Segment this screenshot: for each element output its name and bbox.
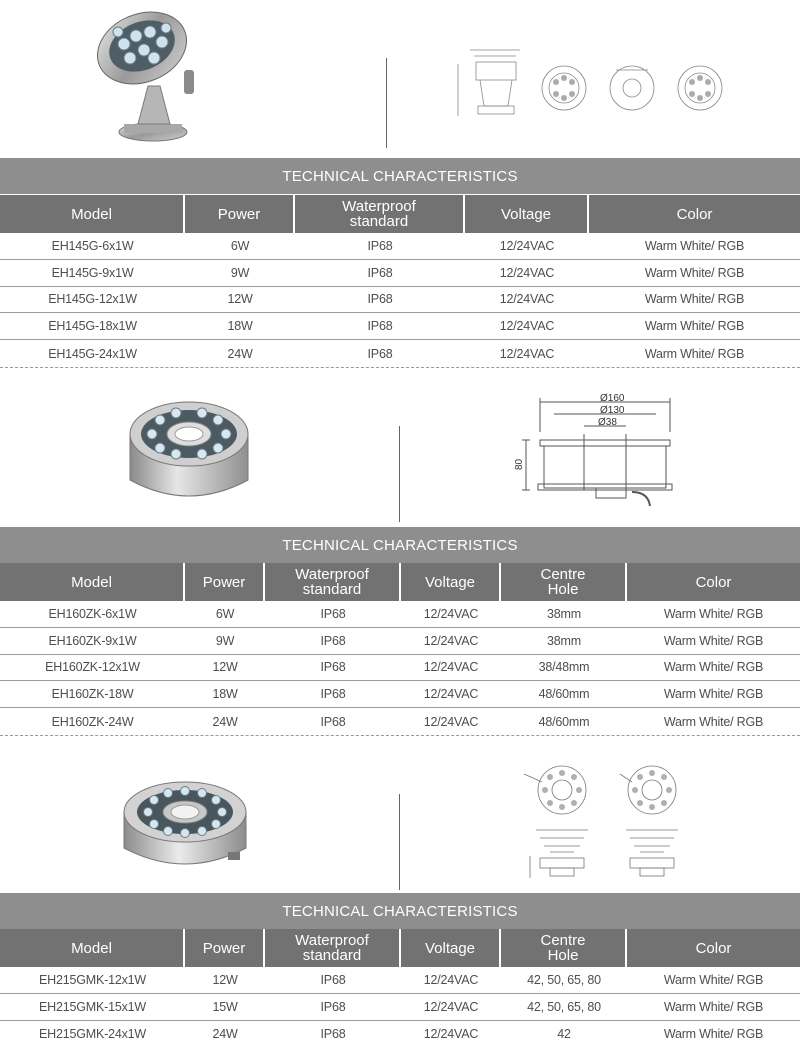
- cell-color: Warm White/ RGB: [644, 319, 745, 334]
- cell-power: 18W: [227, 319, 253, 334]
- col-header-voltage: Voltage: [401, 929, 501, 967]
- section-2-table-body: [0, 601, 800, 735]
- cell-power: 15W: [212, 999, 238, 1014]
- table-row: [0, 681, 800, 708]
- cell-color: Warm White/ RGB: [663, 972, 764, 987]
- section-1-title: TECHNICAL CHARACTERISTICS: [0, 158, 800, 194]
- product-photo-eh160zk: [124, 394, 254, 506]
- product-photo-eh145g: [88, 6, 218, 148]
- col-header-model: Model: [0, 195, 185, 233]
- cell-color: Warm White/ RGB: [644, 238, 745, 253]
- section-3-table-body: [0, 967, 800, 1047]
- product-3-visuals: [0, 740, 800, 895]
- cell-centre-hole: 48/60mm: [538, 714, 590, 729]
- cell-power: 24W: [212, 1026, 238, 1041]
- cell-power: 12W: [212, 972, 238, 987]
- table-row: [0, 994, 800, 1021]
- cell-centre-hole: 42: [557, 1026, 571, 1041]
- col-header-model: Model: [0, 563, 185, 601]
- table-row: [0, 601, 800, 628]
- cell-voltage: 12/24VAC: [423, 1026, 479, 1041]
- cell-model: EH145G-12x1W: [48, 292, 137, 307]
- cell-power: 12W: [212, 660, 238, 675]
- table-row: [0, 708, 800, 735]
- cell-model: EH145G-9x1W: [51, 265, 134, 280]
- cell-power: 6W: [230, 238, 250, 253]
- section-2-header-row: [0, 563, 800, 601]
- section-3-header-row: [0, 929, 800, 967]
- table-row: [0, 287, 800, 314]
- cell-waterproof: IP68: [367, 292, 393, 307]
- cell-voltage: 12/24VAC: [423, 714, 479, 729]
- table-row: [0, 260, 800, 287]
- cell-waterproof: IP68: [367, 346, 393, 361]
- table-row: [0, 340, 800, 367]
- cell-voltage: 12/24VAC: [423, 687, 479, 702]
- cell-color: Warm White/ RGB: [663, 633, 764, 648]
- cell-centre-hole: 38mm: [547, 606, 581, 621]
- col-header-power: Power: [185, 929, 265, 967]
- dim-outer-label: Ø160: [600, 393, 625, 404]
- cell-model: EH215GMK-12x1W: [39, 972, 146, 987]
- cell-model: EH160ZK-6x1W: [48, 606, 137, 621]
- cell-model: EH160ZK-18W: [51, 687, 134, 702]
- cell-centre-hole: 42, 50, 65, 80: [527, 972, 601, 987]
- cell-color: Warm White/ RGB: [663, 999, 764, 1014]
- cell-waterproof: IP68: [320, 1026, 346, 1041]
- cell-color: Warm White/ RGB: [663, 606, 764, 621]
- cell-model: EH215GMK-24x1W: [39, 1026, 146, 1041]
- cell-waterproof: IP68: [320, 972, 346, 987]
- table-row: [0, 628, 800, 655]
- cell-model: EH145G-24x1W: [48, 346, 137, 361]
- section-1-table-body: [0, 233, 800, 367]
- cell-waterproof: IP68: [320, 714, 346, 729]
- col-header-power: Power: [185, 563, 265, 601]
- dim-height-label: 80: [514, 458, 525, 470]
- cell-color: Warm White/ RGB: [663, 714, 764, 729]
- table-row: [0, 967, 800, 994]
- cell-voltage: 12/24VAC: [423, 999, 479, 1014]
- col-header-voltage: Voltage: [465, 195, 589, 233]
- col-header-power: Power: [185, 195, 295, 233]
- cell-model: EH160ZK-9x1W: [48, 633, 137, 648]
- col-header-centre-hole: Centre Hole: [501, 929, 627, 967]
- divider-line: [399, 426, 400, 522]
- cell-power: 9W: [215, 633, 235, 648]
- cell-power: 18W: [212, 687, 238, 702]
- col-header-color: Color: [695, 939, 732, 957]
- cell-voltage: 12/24VAC: [499, 265, 555, 280]
- dim-hole-label: Ø38: [598, 417, 617, 428]
- cell-power: 12W: [227, 292, 253, 307]
- cell-centre-hole: 38mm: [547, 633, 581, 648]
- cell-voltage: 12/24VAC: [499, 319, 555, 334]
- col-header-waterproof: Waterproof standard: [295, 195, 465, 233]
- cell-voltage: 12/24VAC: [423, 660, 479, 675]
- cell-waterproof: IP68: [367, 319, 393, 334]
- table-row: [0, 1021, 800, 1048]
- product-2-visuals: [0, 372, 800, 527]
- cell-voltage: 12/24VAC: [499, 346, 555, 361]
- cell-color: Warm White/ RGB: [663, 1026, 764, 1041]
- col-header-waterproof: Waterproof standard: [265, 929, 401, 967]
- cell-voltage: 12/24VAC: [423, 606, 479, 621]
- section-1-header-row: [0, 195, 800, 233]
- cell-model: EH215GMK-15x1W: [39, 999, 146, 1014]
- col-header-waterproof: Waterproof standard: [265, 563, 401, 601]
- cell-model: EH160ZK-12x1W: [45, 660, 140, 675]
- col-header-model: Model: [0, 929, 185, 967]
- section-separator: [0, 735, 800, 736]
- technical-drawing-eh160zk: [512, 392, 682, 512]
- technical-drawing-eh215gmk: [514, 760, 714, 890]
- cell-waterproof: IP68: [320, 633, 346, 648]
- dim-inner-label: Ø130: [600, 405, 625, 416]
- cell-color: Warm White/ RGB: [663, 687, 764, 702]
- section-3-title: TECHNICAL CHARACTERISTICS: [0, 893, 800, 929]
- cell-power: 6W: [215, 606, 235, 621]
- cell-waterproof: IP68: [320, 606, 346, 621]
- cell-waterproof: IP68: [320, 660, 346, 675]
- cell-voltage: 12/24VAC: [423, 972, 479, 987]
- table-row: [0, 313, 800, 340]
- cell-color: Warm White/ RGB: [644, 292, 745, 307]
- cell-power: 24W: [212, 714, 238, 729]
- product-1-visuals: [0, 0, 800, 160]
- col-header-color: Color: [676, 205, 713, 223]
- section-2-title: TECHNICAL CHARACTERISTICS: [0, 527, 800, 563]
- table-row: [0, 233, 800, 260]
- technical-drawing-eh145g: [448, 40, 778, 130]
- cell-waterproof: IP68: [320, 999, 346, 1014]
- col-header-color: Color: [695, 573, 732, 591]
- cell-color: Warm White/ RGB: [644, 265, 745, 280]
- cell-waterproof: IP68: [320, 687, 346, 702]
- cell-color: Warm White/ RGB: [644, 346, 745, 361]
- cell-model: EH145G-6x1W: [51, 238, 134, 253]
- cell-centre-hole: 38/48mm: [538, 660, 590, 675]
- cell-centre-hole: 48/60mm: [538, 687, 590, 702]
- cell-model: EH145G-18x1W: [48, 319, 137, 334]
- cell-power: 9W: [230, 265, 250, 280]
- section-separator: [0, 367, 800, 368]
- cell-waterproof: IP68: [367, 265, 393, 280]
- cell-voltage: 12/24VAC: [499, 292, 555, 307]
- cell-voltage: 12/24VAC: [499, 238, 555, 253]
- cell-model: EH160ZK-24W: [51, 714, 134, 729]
- cell-centre-hole: 42, 50, 65, 80: [527, 999, 601, 1014]
- divider-line: [399, 794, 400, 890]
- cell-waterproof: IP68: [367, 238, 393, 253]
- product-photo-eh215gmk: [110, 770, 260, 880]
- col-header-voltage: Voltage: [401, 563, 501, 601]
- cell-voltage: 12/24VAC: [423, 633, 479, 648]
- cell-power: 24W: [227, 346, 253, 361]
- table-row: [0, 655, 800, 682]
- cell-color: Warm White/ RGB: [663, 660, 764, 675]
- divider-line: [386, 58, 387, 148]
- col-header-centre-hole: Centre Hole: [501, 563, 627, 601]
